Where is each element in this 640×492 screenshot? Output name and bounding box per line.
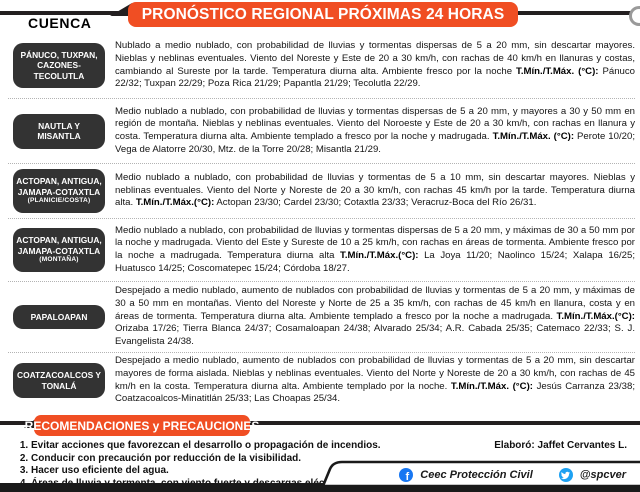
temps-values: Jesús Carranza 23/38; Coatzacoalcos-Minatitlán 25/33; Las Choapas 25/34. xyxy=(115,380,635,405)
forecast-body: Medio nublado a nublado, con probabilidad de lluvias y tormentas dispersas de 5 a 20 mm, y máximas de 30 a 50 mm por la noche y madrugada. Viento del Este y Sureste de 10 a 25 km/h, con rachas en áreas de tormenta. Ambiente fresco por la noche a madrugada. Temperatura diurna alta xyxy=(115,224,635,261)
recommendation-item: 3. Hacer uso eficiente del agua. xyxy=(31,465,402,476)
twitter-bird-glyph xyxy=(561,471,570,480)
temps-values: Orizaba 17/26; Tierra Blanca 24/37; Cosamaloapan 24/38; Alvarado 25/34; A.R. Cabada 25/35; Catemaco 22/33; S. J. Evangelista 24/38. xyxy=(115,323,635,348)
temps-values: Perote 10/20; Vega de Alatorre 20/30, Mtz. de la Torre 20/28; Misantla 21/29. xyxy=(115,131,635,155)
forecast-body: Despejado a medio nublado, aumento de nublados con probabilidad de lluvias y tormentas de 5 a 20 mm, sin descartar mayores de forma aislada. Nieblas y neblinas eventuales. Viento del Norte y Noreste de 20 a 30 km/h, con rachas de 45 km/h en la costa. Temperatura diurna alta. Ambiente templado por la noche. xyxy=(115,355,635,392)
facebook-handle[interactable]: Ceec Protección Civil xyxy=(420,469,533,481)
zone-col xyxy=(8,228,110,271)
forecast-row-coatzacoalcos xyxy=(8,353,635,408)
temps-values: Actopan 23/30; Cardel 23/30; Cotaxtla 23/33; Veracruz-Boca del Río 26/31. xyxy=(214,197,537,209)
zone-badge-label: ACTOPAN, ANTIGUA, JAMAPA-COTAXTLA xyxy=(16,235,102,256)
zone-col xyxy=(8,305,110,330)
temps-label: T.Mín./T.Máx.(°C): xyxy=(556,310,635,322)
temps-values: La Joya 11/20; Naolinco 15/24; Xalapa 16/25; Huatusco 14/25; Coscomatepec 15/24; Córdoba 18/27. xyxy=(115,250,635,274)
header-rule-end-circle xyxy=(629,6,640,26)
forecast-text xyxy=(110,225,635,276)
recommendation-item: 2. Conducir con precaución por reducción de la visibilidad. xyxy=(31,453,402,464)
zone-badge-coatzacoalcos-tonala xyxy=(13,363,105,398)
temps-label: T.Mín./T.Máx. (°C): xyxy=(516,65,599,77)
forecast-body: Medio nublado a nublado, con probabilidad de lluvias y tormentas dispersas de 5 a 20 mm, y mayores a 30 y 50 mm en región de montaña. Nieblas y neblinas eventuales. Viento del Noroeste y Este de 20 a 30 km/h, con rachas en llanura y costa. Temperatura diurna alta. Ambiente templado a fresco por la noche y madrugada. xyxy=(115,105,635,142)
temps-label: T.Mín./T.Máx.(°C): xyxy=(135,197,215,209)
recommendation-item: 1. Evitar acciones que favorezcan el desarrollo o propagación de incendios. xyxy=(31,440,402,451)
page-title-banner xyxy=(128,2,518,27)
zone-badge-label: COATZACOALCOS Y TONALÁ xyxy=(17,370,101,391)
zone-badge-actopan-planicie-costa xyxy=(13,169,105,212)
temps-label: T.Mín./T.Máx.(°C): xyxy=(340,250,419,261)
twitter-icon[interactable] xyxy=(559,468,573,482)
forecast-row-actopan-costa xyxy=(8,164,635,219)
forecast-row-actopan-montana xyxy=(8,219,635,282)
facebook-icon[interactable] xyxy=(399,468,413,482)
author-credit: Elaboró: Jaffet Cervantes L. xyxy=(494,440,627,451)
zone-badge-label: PAPALOAPAN xyxy=(30,311,88,322)
zone-badge-note: (PLANICIE/COSTA) xyxy=(27,197,91,205)
forecast-row-panuco xyxy=(8,33,635,99)
twitter-handle[interactable]: @spcver xyxy=(579,469,626,481)
forecast-row-nautla xyxy=(8,99,635,164)
forecast-text xyxy=(110,355,635,406)
forecast-body: Medio nublado a nublado, con probabilidad de lluvias y tormentas de 5 a 10 mm, sin descartar mayores. Nieblas y neblinas eventuales. Viento del Norte y Noreste de 20 a 30 km/h, con rachas 45 km/h por la tarde. Temperatura diurna alta. xyxy=(115,171,635,209)
forecast-text xyxy=(110,285,635,349)
zone-badge-label: PÁNUCO, TUXPAN, CAZONES-TECOLUTLA xyxy=(20,49,98,81)
social-links xyxy=(399,468,626,482)
forecast-row-papaloapan xyxy=(8,282,635,353)
zone-col xyxy=(8,43,110,89)
temps-label: T.Mín./T.Máx. (°C): xyxy=(450,380,533,392)
forecast-text xyxy=(110,172,635,210)
zone-badge-papaloapan xyxy=(13,305,105,330)
zone-badge-label: ACTOPAN, ANTIGUA, JAMAPA-COTAXTLA xyxy=(16,176,102,197)
forecast-body: Despejado a medio nublado, aumento de nublados con probabilidad de lluvias y tormentas de 5 a 20 mm, y máximas de 30 a 50 mm en montañas. Viento del Noreste y Norte de 25 a 35 km/h, con rachas de 45 km/h en llanura, costa y en áreas de tormenta. Temperatura diurna alta. Ambiente templado a fresco por la noche a madrugada. xyxy=(115,285,635,322)
zone-col xyxy=(8,114,110,149)
zone-badge-actopan-montana xyxy=(13,228,105,271)
facebook-f-glyph: f xyxy=(405,470,410,482)
forecast-table xyxy=(8,33,635,408)
zone-col xyxy=(8,363,110,398)
region-label: CUENCA xyxy=(28,15,92,31)
recommendations-banner xyxy=(24,415,260,436)
forecast-body: Nublado a medio nublado, con probabilidad de lluvias y tormentas dispersas de 5 a 20 mm, sin descartar mayores. Nieblas y neblinas eventuales. Viento del Noreste y Este de 20 a 30 km/h, con rachas de 40 km/h en llanuras y costas, cambiando al Sureste por la tarde. Temperatura diurna alta. Ambiente fresco por la noche xyxy=(115,40,635,77)
forecast-text xyxy=(110,106,635,157)
zone-badge-nautla-misantla xyxy=(13,114,105,149)
forecast-text xyxy=(110,40,635,91)
temps-label: T.Mín./T.Máx. (°C): xyxy=(492,131,575,142)
zone-badge-panuco-tuxpan xyxy=(13,43,105,89)
temps-values: Pánuco 22/32; Tuxpan 22/29; Poza Rica 21/29; Papantla 21/29; Tecolutla 22/29. xyxy=(115,65,635,90)
recommendations-title: RECOMENDACIONES y PRECAUCIONES xyxy=(24,418,260,433)
zone-badge-label: NAUTLA Y MISANTLA xyxy=(37,120,81,141)
zone-badge-note: (MONTAÑA) xyxy=(39,256,79,264)
page-title: PRONÓSTICO REGIONAL PRÓXIMAS 24 HORAS xyxy=(141,5,505,23)
zone-col xyxy=(8,169,110,212)
